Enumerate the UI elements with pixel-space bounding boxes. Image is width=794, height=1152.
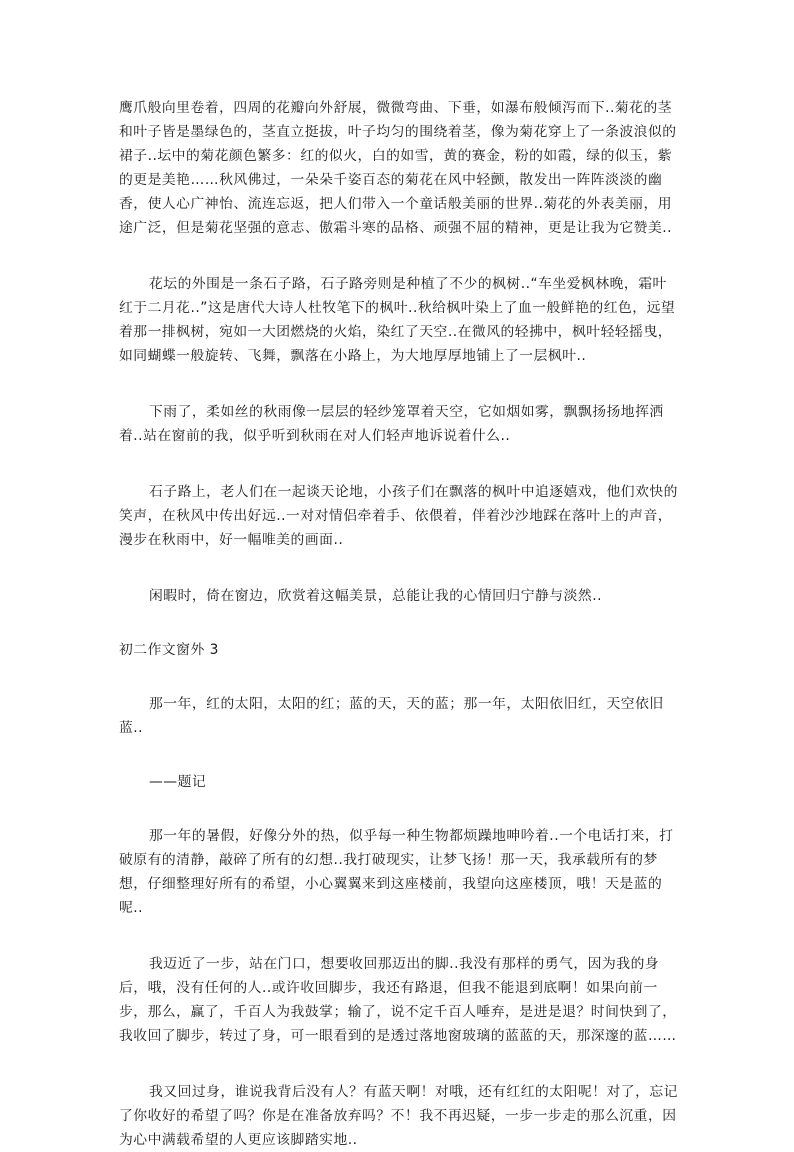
paragraph-epigraph: 那一年，红的太阳，太阳的红；蓝的天，天的蓝；那一年，太阳依旧红，天空依旧蓝.. xyxy=(119,696,664,736)
section-title: 初二作文窗外 3 xyxy=(119,642,219,658)
paragraph-step-forward: 我迈近了一步，站在门口，想要收回那迈出的脚..我没有那样的勇气，因为我的身后，哦，没有任何的人..或许收回脚步，我还有路退，但我不能退到底啊！如果向前一步，那么，赢了，千百人为我鼓掌；输了，说不定千百人唾弃，是进是退？时间快到了，我收回了脚步，转过了身，可一眼看到的是透过落地窗玻璃的蓝蓝的天，那深邃的蓝…… xyxy=(119,956,677,1044)
paragraph-leisure: 闲暇时，倚在窗边，欣赏着这幅美景，总能让我的心情回归宁静与淡然.. xyxy=(149,588,602,604)
paragraph-stone-path: 石子路上，老人们在一起谈天论地，小孩子们在飘落的枫叶中追逐嬉戏，他们欢快的笑声，在秋风中传出好远..一对对情侣牵着手、依偎着，伴着沙沙地踩在落叶上的声音，漫步在秋雨中，好一幅唯美的画面.. xyxy=(119,484,678,548)
paragraph-chrysanthemum: 鹰爪般向里卷着，四周的花瓣向外舒展，微微弯曲、下垂，如瀑布般倾泻而下..菊花的茎和叶子皆是墨绿色的，茎直立挺拔，叶子均匀的围绕着茎，像为菊花穿上了一条波浪似的裙子..坛中的菊花颜色繁多：红的似火，白的如雪，黄的赛金，粉的如霞，绿的似玉，紫的更是美艳……秋风佛过，一朵朵千姿百态的菊花在风中轻颤，散发出一阵阵淡淡的幽香，使人心广神怡、流连忘返，把人们带入一个童话般美丽的世界..菊花的外表美丽，用途广泛，但是菊花坚强的意志、傲霜斗寒的品格、顽强不屈的精神，更是让我为它赞美.. xyxy=(119,100,677,236)
paragraph-summer: 那一年的暑假，好像分外的热，似乎每一种生物都烦躁地呻吟着..一个电话打来，打破原有的清静，敲碎了所有的幻想..我打破现实，让梦飞扬！那一天，我承载所有的梦想，仔细整理好所有的希望，小心翼翼来到这座楼前，我望向这座楼顶，哦！天是蓝的呢.. xyxy=(119,828,674,916)
paragraph-maple-trees: 花坛的外围是一条石子路，石子路旁则是种植了不少的枫树..“车坐爱枫林晚，霜叶红于二月花..”这是唐代大诗人杜牧笔下的枫叶..秋给枫叶染上了血一般鲜艳的红色，远望着那一排枫树，宛如一大团燃烧的火焰，染红了天空..在微风的轻拂中，枫叶轻轻摇曳，如同蝴蝶一般旋转、飞舞，飘落在小路上，为大地厚厚地铺上了一层枫叶.. xyxy=(119,276,676,364)
paragraph-turn-back: 我又回过身，谁说我背后没有人？有蓝天啊！对哦，还有红红的太阳呢！对了，忘记了你收好的希望了吗？你是在准备放弃吗？不！我不再迟疑，一步一步走的那么沉重，因为心中满载希望的人更应该脚踏实地.. xyxy=(119,1084,678,1148)
paragraph-epigraph-label: ——题记 xyxy=(149,774,207,790)
paragraph-autumn-rain: 下雨了，柔如丝的秋雨像一层层的轻纱笼罩着天空，它如烟如雾，飘飘扬扬地挥洒着..站在窗前的我，似乎听到秋雨在对人们轻声地诉说着什么.. xyxy=(119,404,664,444)
document-body xyxy=(119,96,679,1152)
